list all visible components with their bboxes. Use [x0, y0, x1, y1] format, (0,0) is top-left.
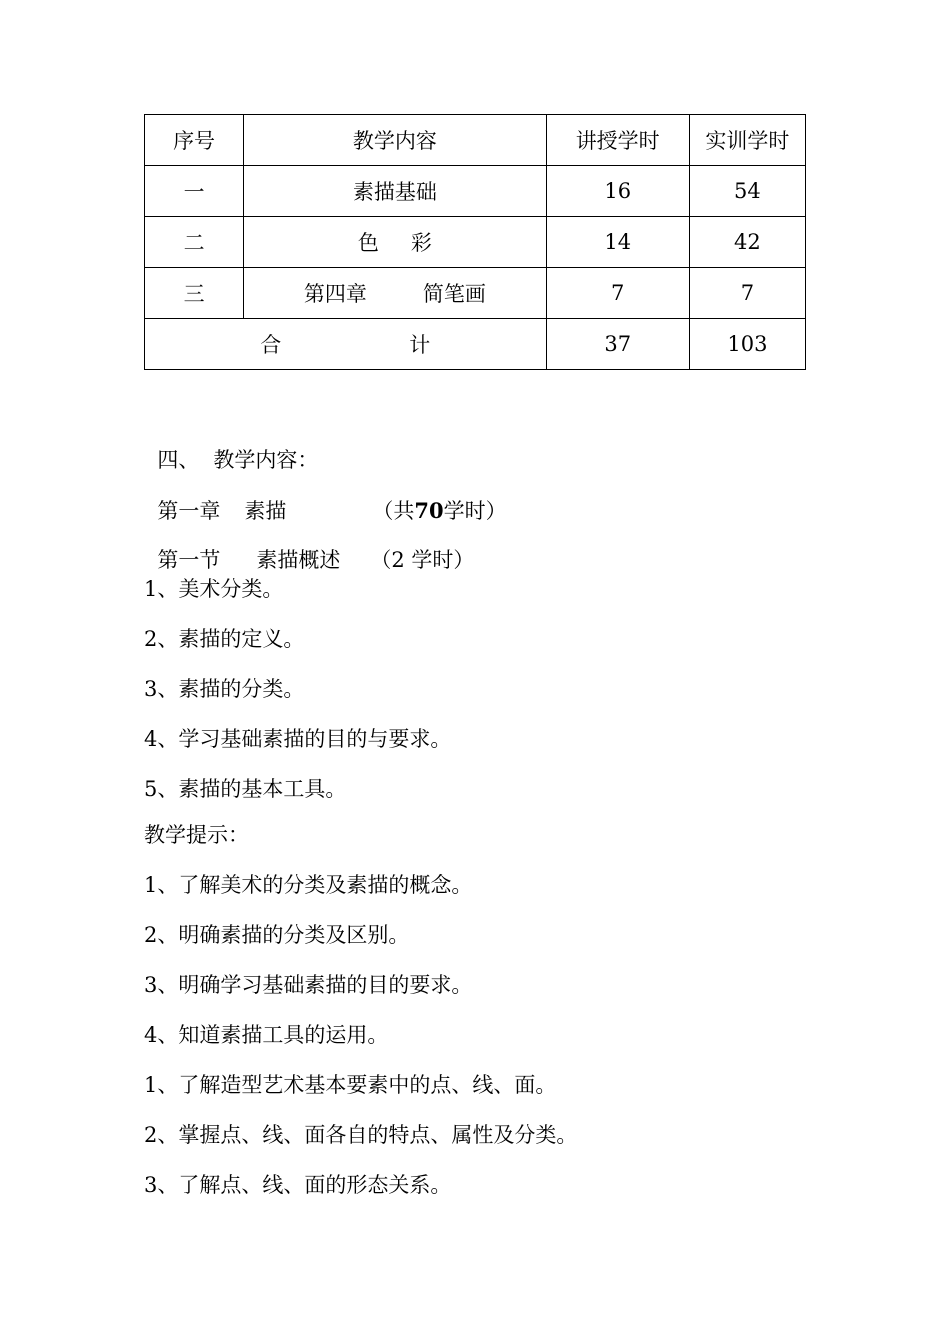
- row-content: [244, 268, 546, 319]
- row-content-part: 第四章: [303, 282, 367, 306]
- hint-item: 4、知道素描工具的运用。: [144, 1023, 389, 1047]
- chapter-label: 第一章: [157, 499, 221, 523]
- row-lecture-hours: 14: [546, 217, 689, 268]
- section-title: 素描概述: [256, 548, 341, 572]
- list-item: 3、素描的分类。: [144, 677, 305, 701]
- table-row: [145, 217, 806, 268]
- header-seq: 序号: [145, 115, 244, 166]
- chapter-title: 素描: [244, 499, 287, 523]
- table-header-row: [145, 115, 806, 166]
- row-seq: 二: [145, 217, 244, 268]
- hint-item: 2、掌握点、线、面各自的特点、属性及分类。: [144, 1123, 578, 1147]
- header-lecture-hours: 讲授学时: [546, 115, 689, 166]
- hint-item: 3、了解点、线、面的形态关系。: [144, 1173, 452, 1197]
- chapter-hours-prefix: （共: [372, 499, 415, 523]
- row-practice-hours: 54: [689, 166, 805, 217]
- header-content: 教学内容: [244, 115, 546, 166]
- row-seq: 一: [145, 166, 244, 217]
- row-content: [244, 217, 546, 268]
- section-hours: （2 学时）: [370, 548, 475, 572]
- teaching-hours-table: [144, 114, 806, 370]
- section-heading-title: 教学内容：: [213, 448, 319, 472]
- row-practice-hours: 7: [689, 268, 805, 319]
- list-item: 5、素描的基本工具。: [144, 777, 347, 801]
- row-seq: 三: [145, 268, 244, 319]
- section-label: 第一节: [157, 548, 221, 572]
- chapter-heading: [144, 479, 507, 522]
- list-item: 4、学习基础素描的目的与要求。: [144, 727, 452, 751]
- hints-heading: 教学提示：: [144, 823, 249, 847]
- header-practice-hours: 实训学时: [689, 115, 805, 166]
- table-row: [145, 268, 806, 319]
- total-practice-hours: 103: [689, 319, 805, 370]
- table-total-row: [145, 319, 806, 370]
- row-content-part: 简笔画: [422, 282, 486, 306]
- row-lecture-hours: 7: [546, 268, 689, 319]
- row-content: 素描基础: [244, 166, 546, 217]
- section-heading-number: 四、: [157, 448, 200, 472]
- chapter-hours-suffix: 学时）: [443, 499, 507, 523]
- hint-item: 1、了解造型艺术基本要素中的点、线、面。: [144, 1073, 557, 1097]
- chapter-hours-value: 70: [414, 498, 444, 523]
- total-label-part: 合: [260, 333, 282, 357]
- hint-item: 3、明确学习基础素描的目的要求。: [144, 973, 473, 997]
- table-row: [145, 166, 806, 217]
- row-lecture-hours: 16: [546, 166, 689, 217]
- list-item: 1、美术分类。: [144, 577, 284, 601]
- row-practice-hours: 42: [689, 217, 805, 268]
- section-title-line: [144, 529, 474, 571]
- hint-item: 2、明确素描的分类及区别。: [144, 923, 410, 947]
- total-label: [145, 319, 547, 370]
- row-content-part: 彩: [410, 231, 432, 255]
- total-label-part: 计: [409, 333, 431, 357]
- total-lecture-hours: 37: [546, 319, 689, 370]
- hint-item: 1、了解美术的分类及素描的概念。: [144, 873, 473, 897]
- row-content-part: 色: [357, 231, 379, 255]
- section-heading: [144, 429, 318, 471]
- list-item: 2、素描的定义。: [144, 627, 305, 651]
